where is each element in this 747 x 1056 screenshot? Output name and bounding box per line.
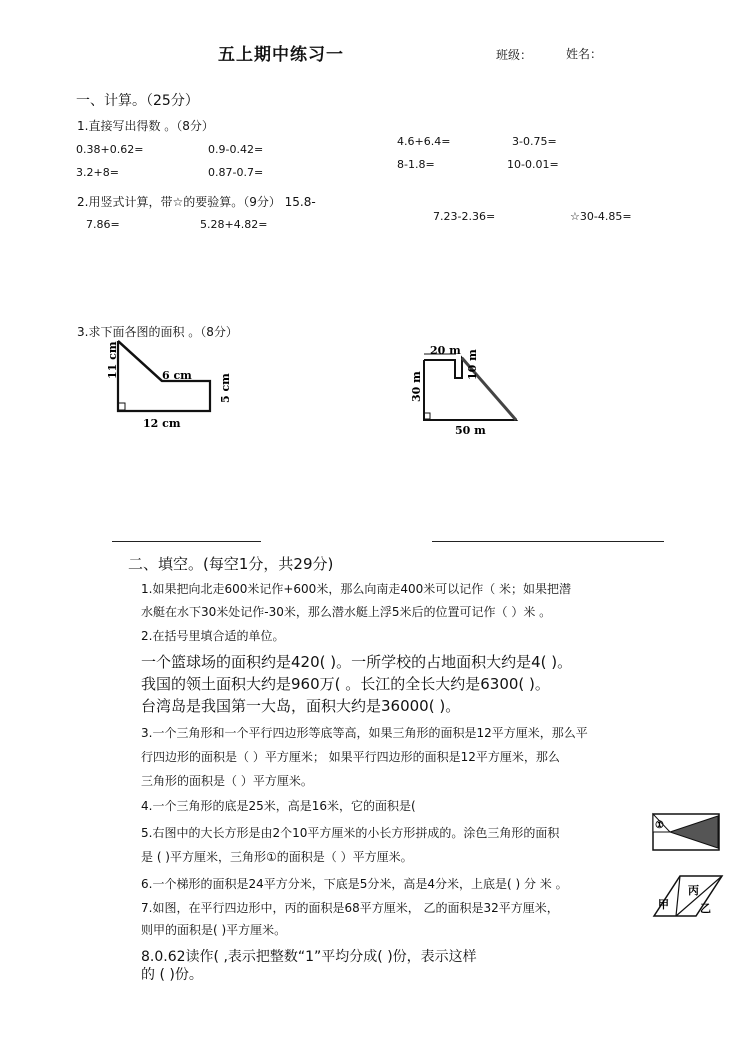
part1-heading: 一、计算。（25分）	[76, 93, 199, 109]
q2-item: 7.23-2.36=	[433, 210, 496, 223]
name-label: 姓名：	[566, 47, 603, 61]
part2-heading: 二、填空。(每空1分，共29分)	[128, 555, 334, 573]
fig2-bottom-label: 50 m	[455, 424, 486, 437]
fill-line: 一个篮球场的面积约是420( )。一所学校的占地面积大约是4( )。	[141, 653, 573, 671]
fig2-left-label: 30 m	[410, 371, 423, 402]
q2-item: 5.28+4.82=	[200, 218, 268, 231]
q2-item: 7.86=	[86, 218, 120, 231]
figure-2	[400, 338, 525, 438]
fill-line: 三角形的面积是（ ）平方厘米。	[141, 774, 313, 788]
q1-item: 0.38+0.62=	[76, 143, 144, 156]
fill-line: 水艇在水下30米处记作-30米，那么潜水艇上浮5米后的位置可记作（ ）米 。	[141, 605, 552, 619]
fill-line: 1.如果把向北走600米记作+600米，那么向南走400米可以记作（ 米；如果把潜	[141, 582, 572, 596]
fig1-top-label: 6 cm	[162, 369, 192, 382]
figure-q7	[650, 872, 725, 920]
figure-1	[100, 335, 232, 435]
answer-line	[432, 541, 664, 542]
fill-line: 8.0.62读作( ,表示把整数“1”平均分成( )份，表示这样	[141, 949, 477, 965]
q3-label: 3.求下面各图的面积 。（8分）	[77, 325, 238, 339]
q1-item: 0.87-0.7=	[208, 166, 264, 179]
region-jia-label: 甲	[658, 898, 669, 911]
fill-line: 3.一个三角形和一个平行四边形等底等高，如果三角形的面积是12平方厘米，那么平	[141, 726, 588, 740]
q1-item: 0.9-0.42=	[208, 143, 264, 156]
fig1-right-label: 5 cm	[219, 373, 232, 403]
fig1-bottom-label: 12 cm	[143, 417, 181, 430]
page-title: 五上期中练习一	[218, 45, 344, 65]
fill-line: 2.在括号里填合适的单位。	[141, 629, 285, 643]
fill-line: 4.一个三角形的底是25米，高是16米，它的面积是(	[141, 799, 416, 813]
region-bing-label: 丙	[688, 884, 699, 897]
q2-label: 2.用竖式计算，带☆的要验算。（9分） 15.8-	[77, 195, 316, 209]
fig2-notch-label: 10 m	[466, 349, 479, 380]
q1-item: 3-0.75=	[512, 135, 557, 148]
q1-item: 3.2+8=	[76, 166, 119, 179]
class-label: 班级：	[496, 48, 533, 62]
q1-item: 8-1.8=	[397, 158, 435, 171]
fill-line: 我国的领土面积大约是960万( 。长江的全长大约是6300( )。	[141, 675, 550, 693]
answer-line	[112, 541, 261, 542]
figure-q5	[652, 812, 722, 852]
fill-line: 台湾岛是我国第一大岛，面积大约是36000( )。	[141, 697, 461, 715]
fill-line: 7.如图，在平行四边形中，丙的面积是68平方厘米， 乙的面积是32平方厘米，	[141, 901, 559, 915]
fill-line: 6.一个梯形的面积是24平方分米，下底是5分米，高是4分米，上底是( ) 分 米 。	[141, 877, 568, 891]
fig1-left-label: 11 cm	[106, 341, 119, 379]
fig2-top-label: 20 m	[430, 344, 461, 357]
fill-line: 则甲的面积是( )平方厘米。	[141, 923, 287, 937]
triangle-1-label: ①	[655, 820, 664, 831]
q2-item: ☆30-4.85=	[570, 210, 632, 223]
fill-line: 的 ( )份。	[141, 967, 203, 983]
fill-line: 是 ( )平方厘米，三角形①的面积是（ ）平方厘米。	[141, 850, 413, 864]
region-yi-label: 乙	[700, 902, 711, 915]
q1-item: 4.6+6.4=	[397, 135, 451, 148]
fill-line: 行四边形的面积是（ ）平方厘米； 如果平行四边形的面积是12平方厘米，那么	[141, 750, 560, 764]
fill-line: 5.右图中的大长方形是由2个10平方厘米的小长方形拼成的。涂色三角形的面积	[141, 826, 560, 840]
q1-item: 10-0.01=	[507, 158, 559, 171]
q1-label: 1.直接写出得数 。（8分）	[77, 119, 214, 133]
